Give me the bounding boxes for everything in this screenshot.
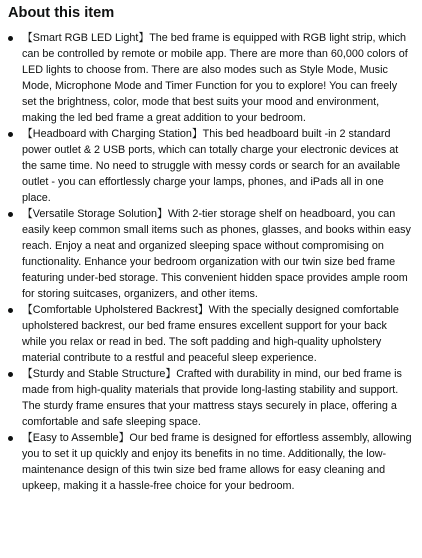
list-item xyxy=(8,126,414,206)
bullet-icon xyxy=(8,132,13,137)
feature-heading: 【Sturdy and Stable Structure】 xyxy=(22,368,177,380)
bullet-icon xyxy=(8,212,13,217)
feature-description: With the specially designed comfortable upholstered backrest, our bed frame ensures excellent support for your back while you relax or read in bed. The soft padding and high-quality upholstery material contribute to a restful and peaceful sleep experience. xyxy=(22,304,399,364)
feature-list xyxy=(8,30,414,494)
list-item xyxy=(8,302,414,366)
feature-description: The bed frame is equipped with RGB light strip, which can be controlled by remote or mobile app. There are more than 60,000 colors of LED lights to choose from. There are also modes such as Style Mode, Music Mode, Microphone Mode and Timer Function for you to explore! You can freely set the brightness, color, mode that best suits your mood and environment, making the led bed frame a great addition to your bedroom. xyxy=(22,32,408,124)
bullet-icon xyxy=(8,308,13,313)
bullet-icon xyxy=(8,36,13,41)
feature-heading: 【Smart RGB LED Light】 xyxy=(22,32,150,44)
feature-heading: 【Easy to Assemble】 xyxy=(22,432,130,444)
feature-heading: 【Comfortable Upholstered Backrest】 xyxy=(22,304,209,316)
bullet-icon xyxy=(8,372,13,377)
bullet-icon xyxy=(8,436,13,441)
feature-description: Crafted with durability in mind, our bed frame is made from high-quality materials that provide long-lasting stability and support. The sturdy frame ensures that your mattress stays securely in place, offering a comfortable and safe sleeping space. xyxy=(22,368,402,428)
feature-description: Our bed frame is designed for effortless assembly, allowing you to set it up quickly and enjoy its benefits in no time. Additionally, the low-maintenance design of this twin size bed frame allows for easy cleaning and upkeep, making it a hassle-free choice for your bedroom. xyxy=(22,432,412,492)
feature-heading: 【Headboard with Charging Station】 xyxy=(22,128,203,140)
list-item xyxy=(8,430,414,494)
feature-description: This bed headboard built -in 2 standard power outlet & 2 USB ports, which can totally charge your electronic devices at the same time. No need to struggle with messy cords or search for an available outlet - you can effortlessly charge your lamps, phones, and iPads all in one place. xyxy=(22,128,401,204)
feature-heading: 【Versatile Storage Solution】 xyxy=(22,208,168,220)
section-title: About this item xyxy=(8,5,115,21)
list-item xyxy=(8,366,414,430)
feature-description: With 2-tier storage shelf on headboard, you can easily keep common small items such as phones, glasses, and books within easy reach. Enjoy a neat and organized sleeping space without compromising on functionality. Enhance your bedroom organization with our twin size bed frame featuring under-bed storage. This convenient hidden space provides ample room for storing suitcases, organizers, and other items. xyxy=(22,208,411,300)
list-item xyxy=(8,206,414,302)
list-item xyxy=(8,30,414,126)
